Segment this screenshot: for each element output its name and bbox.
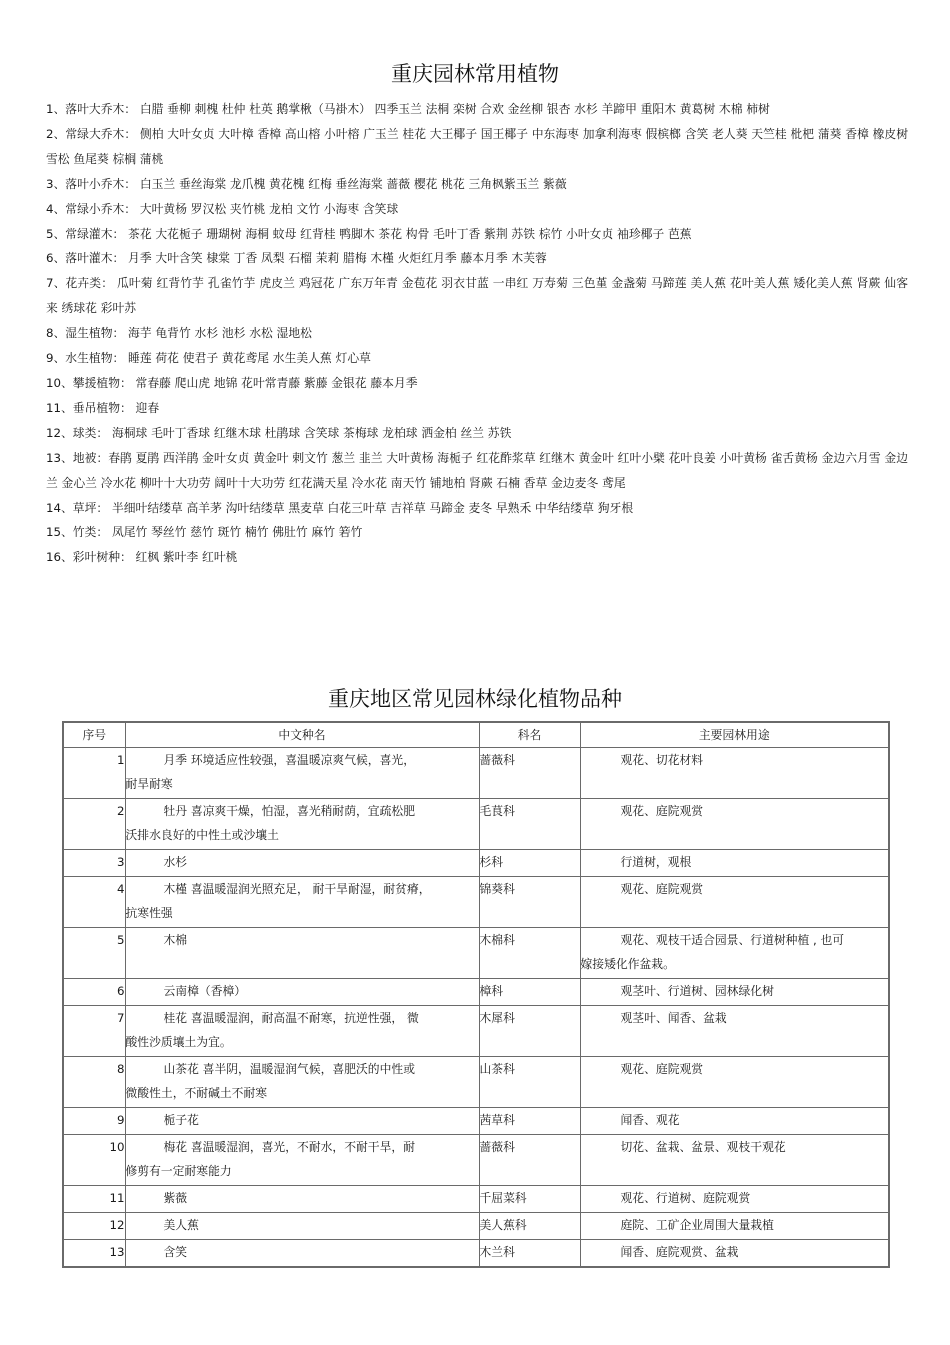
header-serial-number: 序号 — [63, 722, 125, 748]
chinese-name-cell: 桂花 喜温暖湿润，耐高温不耐寒，抗逆性强， 微 酸性沙质壤土为宜。 — [125, 1006, 479, 1057]
use-cell: 观花、庭院观赏 — [580, 1057, 889, 1108]
chinese-name-cell: 美人蕉 — [125, 1213, 479, 1240]
table-row — [63, 928, 889, 979]
list-item: 3、落叶小乔木： 白玉兰 垂丝海棠 龙爪槐 黄花槐 红梅 垂丝海棠 蔷薇 樱花 桃花 三角枫紫玉兰 紫薇 — [46, 176, 567, 191]
serial-number-cell: 2 — [63, 799, 125, 850]
chinese-name-cell: 紫薇 — [125, 1186, 479, 1213]
table-row — [63, 850, 889, 877]
list-item: 6、落叶灌木： 月季 大叶含笑 棣棠 丁香 凤梨 石榴 茉莉 腊梅 木槿 火炬红月季 藤本月季 木芙蓉 — [46, 251, 547, 266]
list-item: 1、落叶大乔木： 白腊 垂柳 刺槐 杜仲 杜英 鹅掌楸（马褂木） 四季玉兰 法桐 栾树 合欢 金丝柳 银杏 水杉 羊蹄甲 重阳木 黄葛树 木棉 柿树 — [46, 102, 770, 116]
header-family: 科名 — [479, 722, 580, 748]
use-cell: 闻香、观花 — [580, 1108, 889, 1135]
list-item: 7、花卉类： 瓜叶菊 红背竹芋 孔雀竹芋 虎皮兰 鸡冠花 广东万年青 金苞花 羽衣甘蓝 一串红 万寿菊 三色堇 金盏菊 马蹄莲 美人蕉 花叶美人蕉 矮化美人蕉 肾蕨 仙客来 绣球花 彩叶苏 — [46, 276, 908, 316]
chinese-name-cell: 水杉 — [125, 850, 479, 877]
use-cell: 切花、盆栽、盆景、观枝干观花 — [580, 1135, 889, 1186]
family-cell: 木棉科 — [479, 928, 580, 979]
use-cell: 观花、切花材料 — [580, 748, 889, 799]
chinese-name-cell: 云南樟（香樟） — [125, 979, 479, 1006]
header-chinese-name: 中文种名 — [125, 722, 479, 748]
family-cell: 木犀科 — [479, 1006, 580, 1057]
list-item: 4、常绿小乔木： 大叶黄杨 罗汉松 夹竹桃 龙柏 文竹 小海枣 含笑球 — [46, 201, 399, 216]
table-row — [63, 1057, 889, 1108]
list-item: 11、垂吊植物： 迎春 — [46, 400, 160, 415]
list-item: 16、彩叶树种： 红枫 紫叶李 红叶桃 — [46, 550, 238, 565]
serial-number-cell: 13 — [63, 1240, 125, 1267]
list-item: 12、球类： 海桐球 毛叶丁香球 红继木球 杜鹃球 含笑球 茶梅球 龙柏球 洒金柏 丝兰 苏铁 — [46, 425, 512, 440]
list-item: 5、常绿灌木： 茶花 大花栀子 珊瑚树 海桐 蚊母 红背桂 鸭脚木 茶花 构骨 毛叶丁香 紫荆 苏铁 棕竹 小叶女贞 袖珍椰子 芭蕉 — [46, 226, 692, 241]
use-cell: 庭院、工矿企业周围大量栽植 — [580, 1213, 889, 1240]
family-cell: 美人蕉科 — [479, 1213, 580, 1240]
chinese-name-cell: 山茶花 喜半阴，温暖湿润气候，喜肥沃的中性或 微酸性土，不耐碱土不耐寒 — [125, 1057, 479, 1108]
list-item: 14、草坪： 半细叶结缕草 高羊茅 沟叶结缕草 黑麦草 白花三叶草 吉祥草 马蹄金 麦冬 早熟禾 中华结缕草 狗牙根 — [46, 500, 634, 515]
family-cell: 蔷薇科 — [479, 1135, 580, 1186]
chinese-name-cell: 木棉 — [125, 928, 479, 979]
use-cell: 观茎叶、闻香、盆栽 — [580, 1006, 889, 1057]
family-cell: 樟科 — [479, 979, 580, 1006]
use-cell: 观茎叶、行道树、园林绿化树 — [580, 979, 889, 1006]
serial-number-cell: 11 — [63, 1186, 125, 1213]
serial-number-cell: 3 — [63, 850, 125, 877]
use-cell: 观花、庭院观赏 — [580, 877, 889, 928]
chinese-name-cell: 木槿 喜温暖湿润光照充足， 耐干旱耐湿，耐贫瘠， 抗寒性强 — [125, 877, 479, 928]
serial-number-cell: 4 — [63, 877, 125, 928]
use-cell: 行道树，观根 — [580, 850, 889, 877]
table-row — [63, 877, 889, 928]
table-row — [63, 1135, 889, 1186]
header-main-use: 主要园林用途 — [580, 722, 889, 748]
page-title: 重庆园林常用植物 — [391, 62, 559, 86]
serial-number-cell: 9 — [63, 1108, 125, 1135]
serial-number-cell: 12 — [63, 1213, 125, 1240]
serial-number-cell: 1 — [63, 748, 125, 799]
list-item: 9、水生植物： 睡莲 荷花 使君子 黄花鸢尾 水生美人蕉 灯心草 — [46, 351, 371, 366]
family-cell: 千屈菜科 — [479, 1186, 580, 1213]
chinese-name-cell: 月季 环境适应性较强，喜温暖凉爽气候，喜光， 耐旱耐寒 — [125, 748, 479, 799]
table-row — [63, 1006, 889, 1057]
family-cell: 山茶科 — [479, 1057, 580, 1108]
table-header-row — [63, 722, 889, 748]
serial-number-cell: 10 — [63, 1135, 125, 1186]
serial-number-cell: 7 — [63, 1006, 125, 1057]
use-cell: 观花、庭院观赏 — [580, 799, 889, 850]
family-cell: 蔷薇科 — [479, 748, 580, 799]
family-cell: 毛茛科 — [479, 799, 580, 850]
family-cell: 茜草科 — [479, 1108, 580, 1135]
chinese-name-cell: 梅花 喜温暖湿润，喜光，不耐水，不耐干旱，耐 修剪有一定耐寒能力 — [125, 1135, 479, 1186]
list-item: 15、竹类： 凤尾竹 琴丝竹 慈竹 斑竹 楠竹 佛肚竹 麻竹 箬竹 — [46, 525, 363, 540]
serial-number-cell: 8 — [63, 1057, 125, 1108]
serial-number-cell: 5 — [63, 928, 125, 979]
table-row — [63, 1108, 889, 1135]
family-cell: 杉科 — [479, 850, 580, 877]
chinese-name-cell: 牡丹 喜凉爽干燥，怕湿，喜光稍耐荫，宜疏松肥 沃排水良好的中性土或沙壤土 — [125, 799, 479, 850]
list-item: 13、地被：春鹃 夏鹃 西洋鹃 金叶女贞 黄金叶 剌文竹 葱兰 韭兰 大叶黄杨 海栀子 红花酢浆草 红继木 黄金叶 红叶小檗 花叶良姜 小叶黄杨 雀舌黄杨 金边六月雪 金边兰 金心兰 冷水花 柳叶十大功劳 阔叶十大功劳 红花满天星 冷水花 南天竹 铺地柏 肾蕨 石楠 香草 金边麦冬 鸢尾 — [46, 450, 908, 490]
use-cell: 观花、观枝干适合园景、行道树种植 , 也可 嫁接矮化作盆栽。 — [580, 928, 889, 979]
table-row — [63, 1186, 889, 1213]
table-row — [63, 1240, 889, 1267]
list-item: 8、湿生植物： 海芋 龟背竹 水杉 池杉 水松 湿地松 — [46, 326, 312, 341]
use-cell: 闻香、庭院观赏、盆栽 — [580, 1240, 889, 1267]
family-cell: 锦葵科 — [479, 877, 580, 928]
plant-category-list — [46, 97, 908, 570]
table-row — [63, 1213, 889, 1240]
list-item: 2、常绿大乔木： 侧柏 大叶女贞 大叶樟 香樟 高山榕 小叶榕 广玉兰 桂花 大王椰子 国王椰子 中东海枣 加拿利海枣 假槟榔 含笑 老人葵 天竺桂 枇杷 蒲葵 香樟 橡皮树 雪松 鱼尾葵 棕榈 蒲桃 — [46, 126, 908, 166]
table-title: 重庆地区常见园林绿化植物品种 — [328, 687, 622, 711]
use-cell: 观花、行道树、庭院观赏 — [580, 1186, 889, 1213]
chinese-name-cell: 含笑 — [125, 1240, 479, 1267]
table-row — [63, 799, 889, 850]
chinese-name-cell: 栀子花 — [125, 1108, 479, 1135]
table-row — [63, 748, 889, 799]
serial-number-cell: 6 — [63, 979, 125, 1006]
list-item: 10、攀援植物： 常春藤 爬山虎 地锦 花叶常青藤 紫藤 金银花 藤本月季 — [46, 375, 418, 390]
table-row — [63, 979, 889, 1006]
family-cell: 木兰科 — [479, 1240, 580, 1267]
plant-species-table — [62, 721, 890, 1268]
